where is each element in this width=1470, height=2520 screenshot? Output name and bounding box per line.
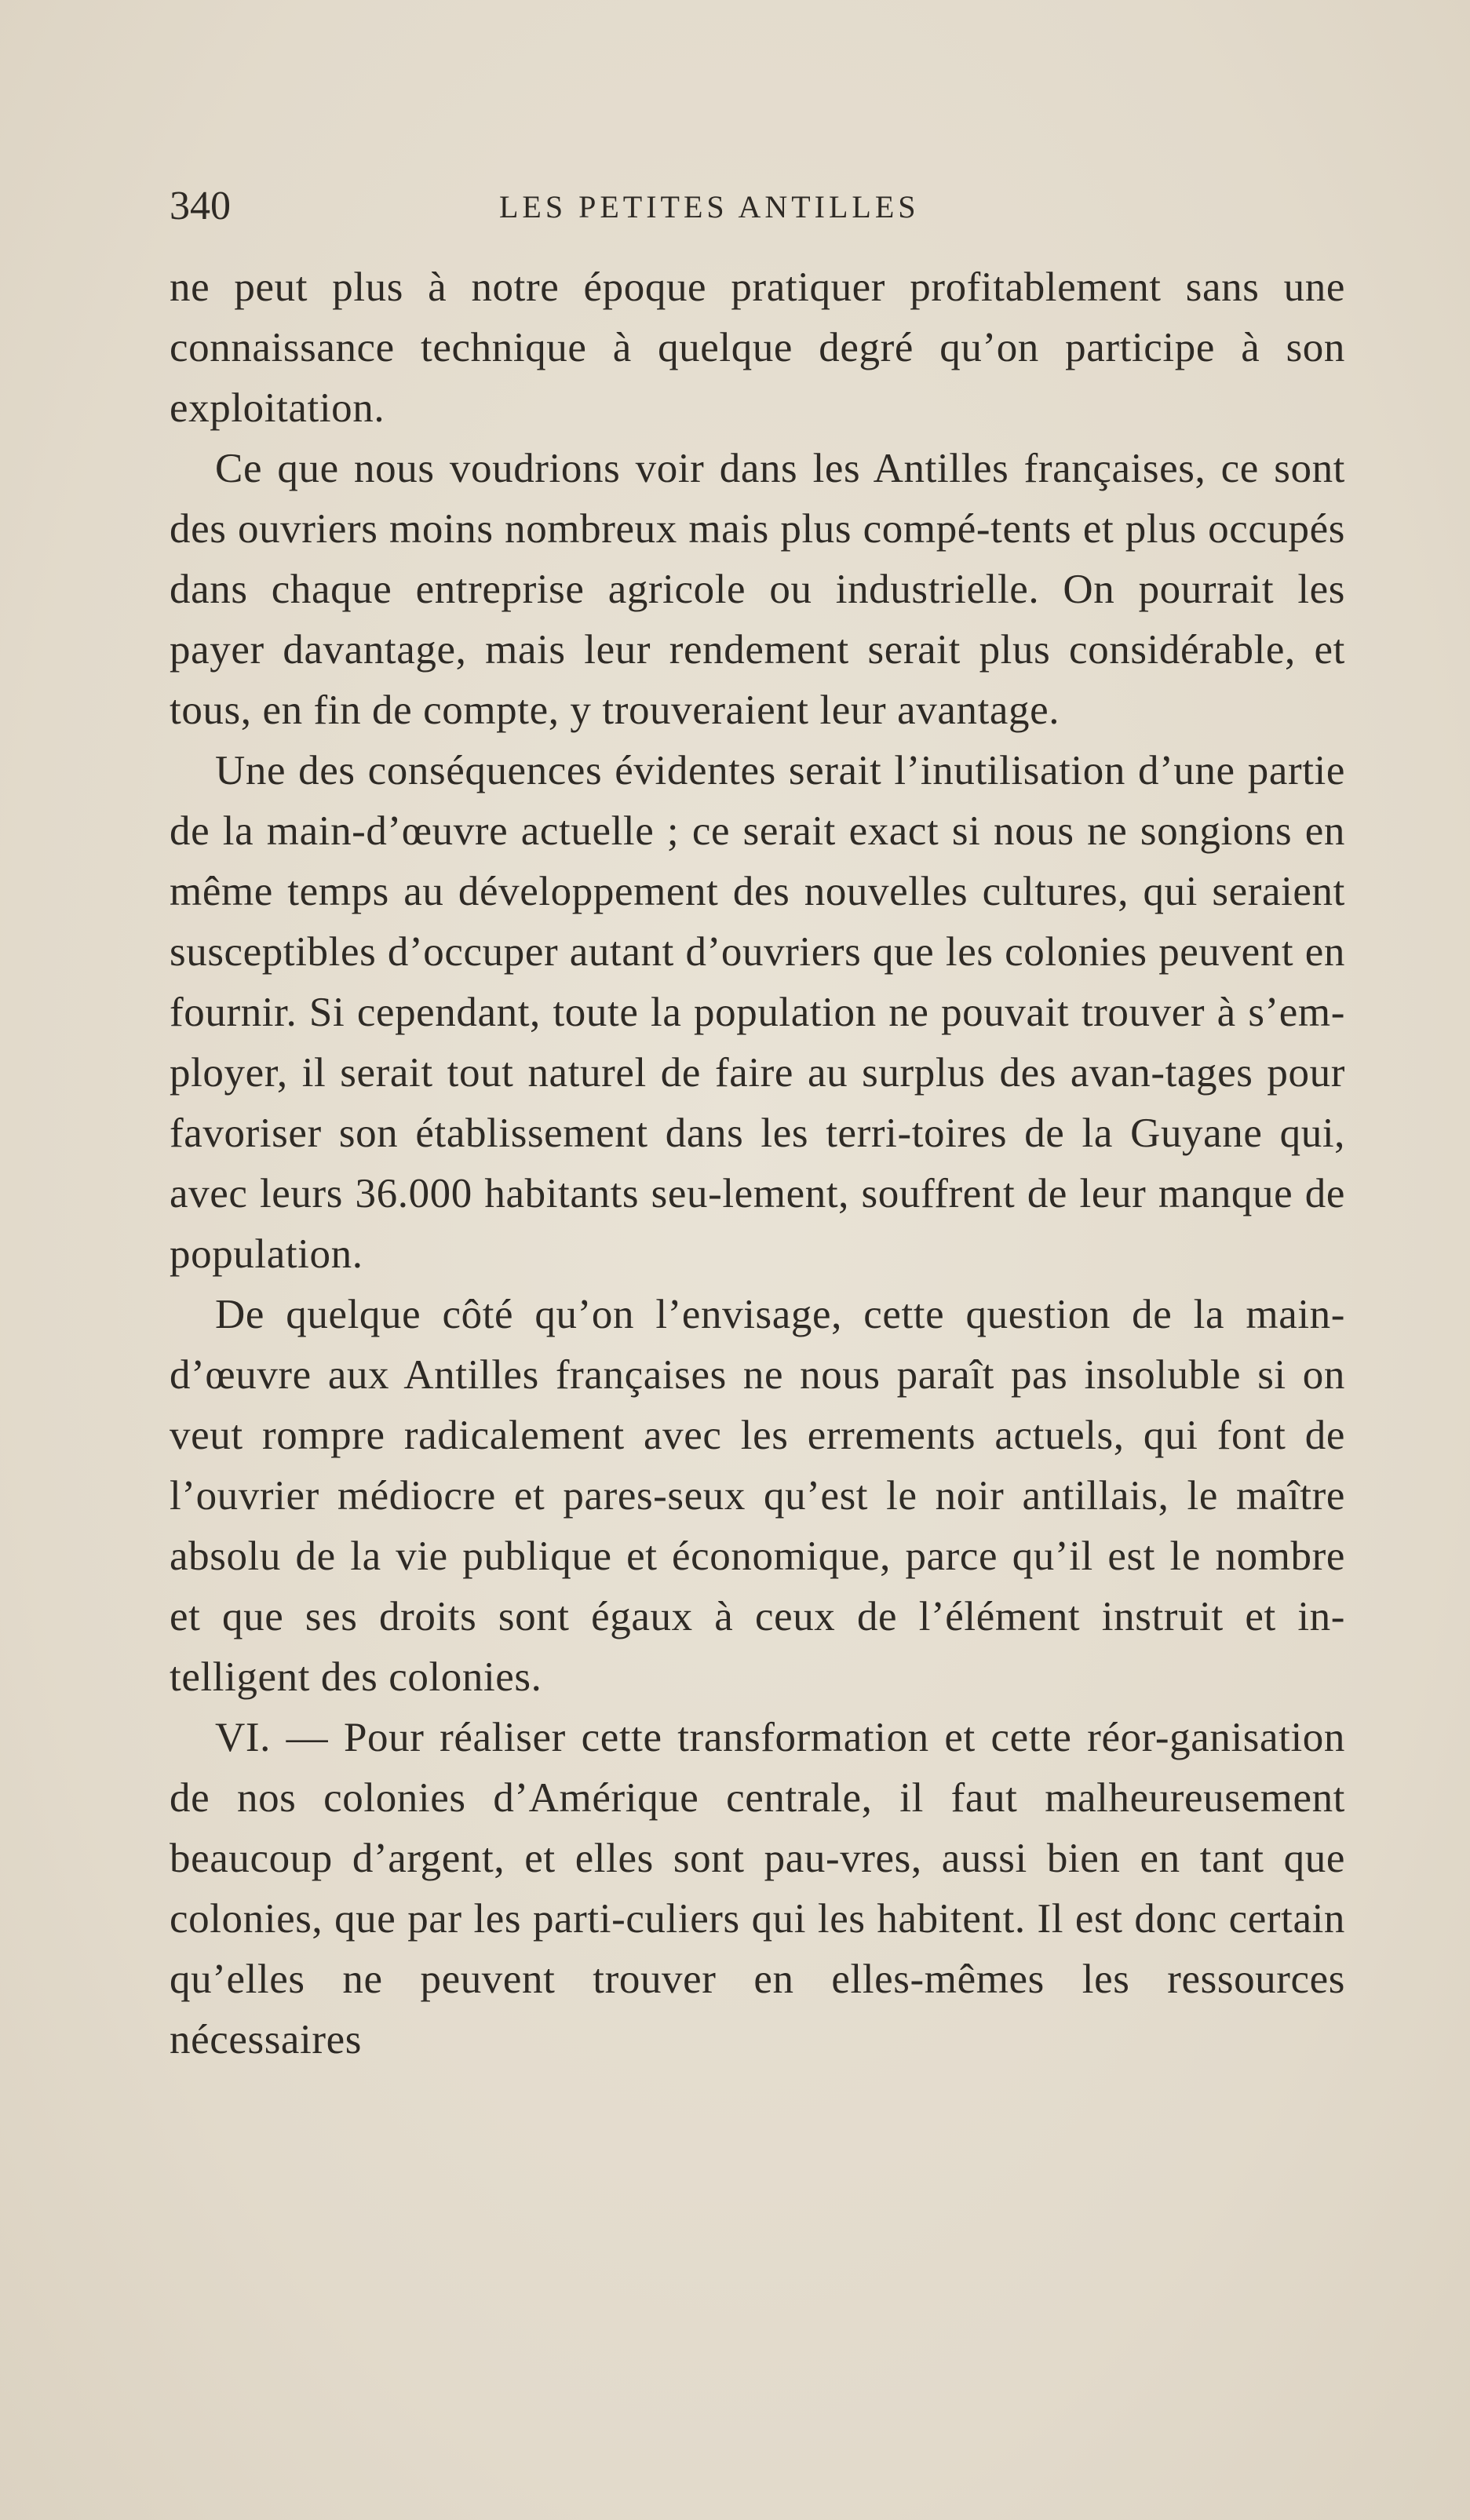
paragraph: Une des conséquences évidentes serait l’inutilisation d’une partie de la main-d’œuvre actuelle ; ce serait exact si nous ne songions en même temps au développement des nouvelles cultures, qui seraient susceptibles d’occuper autant d’ouvriers que les colonies peuvent en fournir. Si cependant, toute la population ne pouvait trouver à s’em-ployer, il serait tout naturel de faire au surplus des avan-tages pour favoriser son établissement dans les terri-toires de la Guyane qui, avec leurs 36.000 habitants seu-lement, souffrent de leur manque de population. bbox=[170, 748, 1345, 1277]
paragraph-continuation: ne peut plus à notre époque pratiquer profitablement sans une connaissance technique à quelque degré qu’on participe à son exploitation. bbox=[170, 264, 1345, 431]
paragraph: De quelque côté qu’on l’envisage, cette question de la main-d’œuvre aux Antilles françaises ne nous paraît pas insoluble si on veut rompre radicalement avec les errements actuels, qui font de l’ouvrier médiocre et pares-seux qu’est le noir antillais, le maître absolu de la vie publique et économique, parce qu’il est le nombre et que ses droits sont égaux à ceux de l’élément instruit et in-telligent des colonies. bbox=[170, 1292, 1345, 1700]
paragraph: VI. — Pour réaliser cette transformation et cette réor-ganisation de nos colonies d’Amérique centrale, il faut malheureusement beaucoup d’argent, et elles sont pau-vres, aussi bien en tant que colonies, que par les parti-culiers qui les habitent. Il est donc certain qu’elles ne peuvent trouver en elles-mêmes les ressources nécessaires bbox=[170, 1715, 1345, 2062]
running-title: LES PETITES ANTILLES bbox=[499, 189, 920, 224]
page-number: 340 bbox=[170, 184, 231, 228]
running-head bbox=[170, 179, 1347, 234]
paragraph: Ce que nous voudrions voir dans les Antilles françaises, ce sont des ouvriers moins nombreux mais plus compé-tents et plus occupés dans chaque entreprise agricole ou industrielle. On pourrait les payer davantage, mais leur rendement serait plus considérable, et tous, en fin de compte, y trouveraient leur avantage. bbox=[170, 446, 1345, 733]
body-text bbox=[170, 257, 1345, 2070]
